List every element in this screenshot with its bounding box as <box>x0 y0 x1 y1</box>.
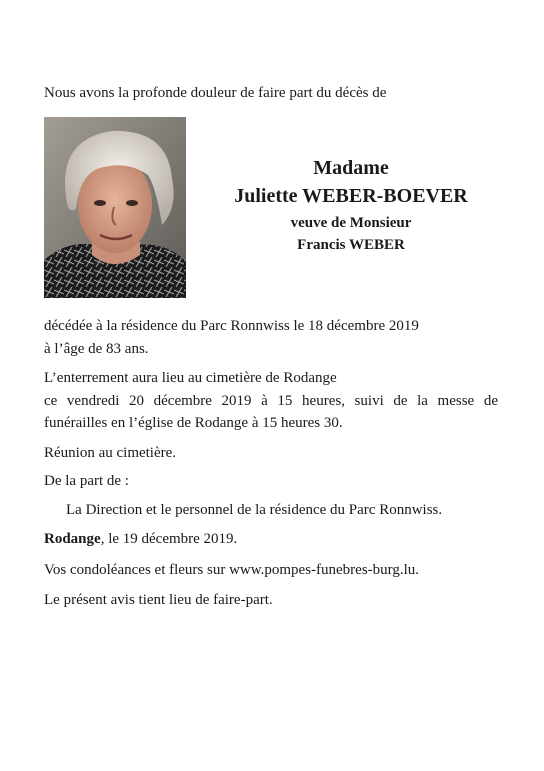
date-text: , le 19 décembre 2019. <box>100 531 238 547</box>
from-who: La Direction et le personnel de la résidence du Parc Ronnwiss. <box>66 502 443 518</box>
intro-text: Nous avons la profonde douleur de faire part du décès de <box>44 85 387 101</box>
deceased-relation: veuve de Monsieur <box>290 215 412 231</box>
spouse-name: Francis WEBER <box>297 237 405 253</box>
place-date <box>44 530 237 548</box>
deceased-title: Madame <box>313 157 389 179</box>
notice-text: Le présent avis tient lieu de faire-part. <box>44 592 273 608</box>
burial-line-1: L’enterrement aura lieu au cimetière de Rodange <box>44 370 337 386</box>
burial-line-3: funérailles en l’église de Rodange à 15 heures 30. <box>44 415 343 431</box>
portrait-photo <box>44 117 186 298</box>
burial-line-2: ce vendredi 20 décembre 2019 à 15 heures, suivi de la messe de <box>44 393 498 409</box>
deceased-name: Juliette WEBER-BOEVER <box>234 185 468 207</box>
from-label: De la part de : <box>44 473 129 489</box>
condolences-text: Vos condoléances et fleurs sur www.pompes-funebres-burg.lu. <box>44 562 420 578</box>
place-name: Rodange <box>44 531 101 547</box>
meeting-text: Réunion au cimetière. <box>44 445 177 461</box>
death-line-2: à l’âge de 83 ans. <box>44 341 149 357</box>
death-line-1: décédée à la résidence du Parc Ronnwiss le 18 décembre 2019 <box>44 318 419 334</box>
